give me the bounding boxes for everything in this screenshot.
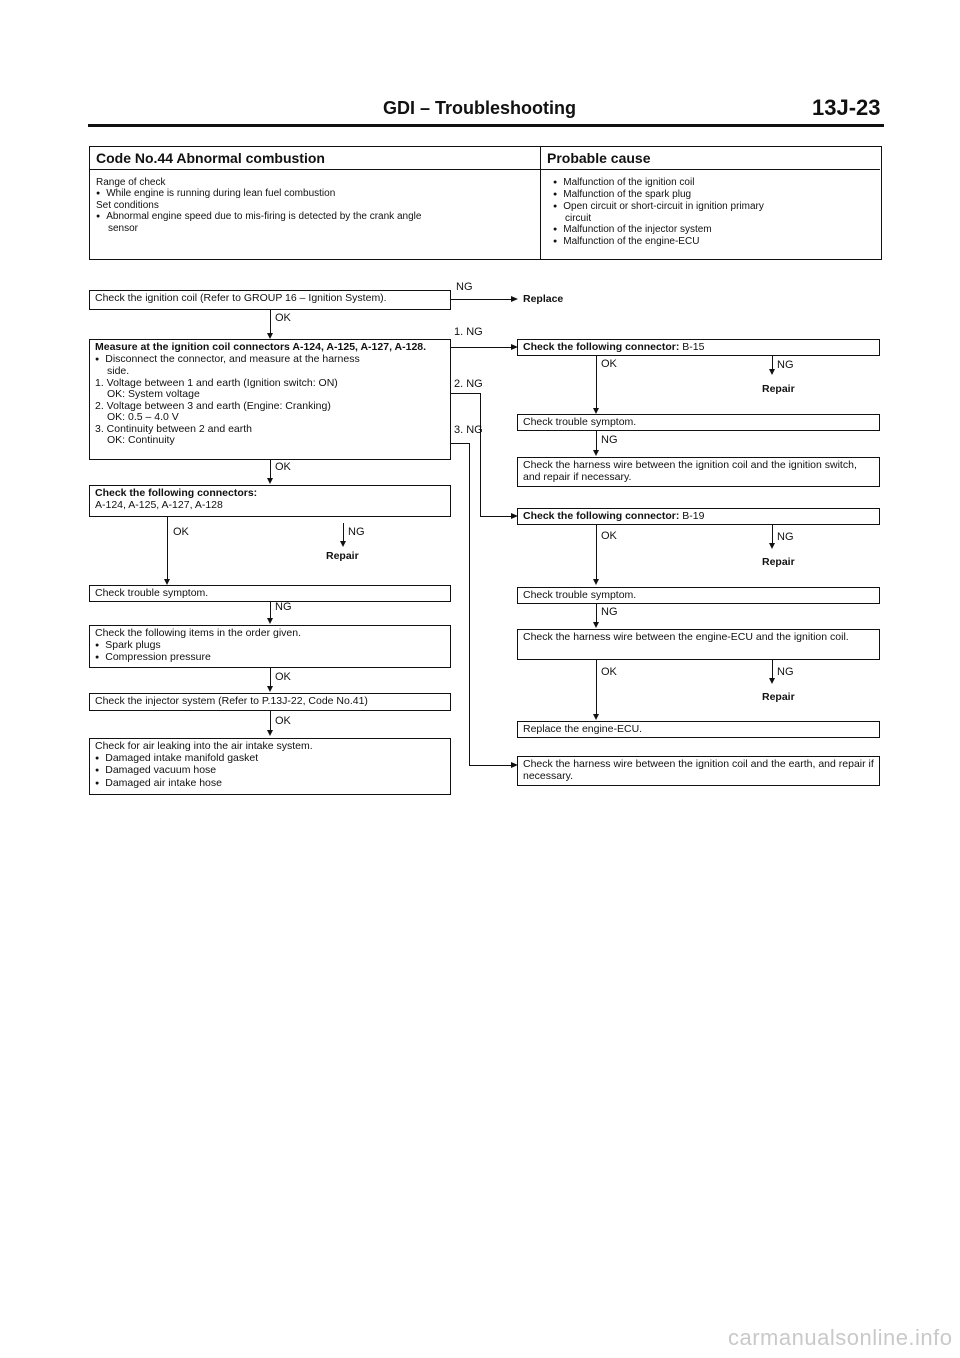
connector-line: [596, 431, 597, 452]
repair-label: Repair: [762, 383, 795, 395]
conn-b19-label: Check the following connector:: [523, 510, 680, 522]
conn-b15-value: B-15: [682, 341, 705, 353]
connector-line: [469, 765, 513, 766]
connector-line: [451, 299, 513, 300]
step-check-items: [89, 625, 451, 668]
arrow-down-icon: [593, 450, 599, 456]
arrow-down-icon: [267, 730, 273, 736]
arrow-down-icon: [267, 618, 273, 624]
arrow-down-icon: [769, 369, 775, 375]
connector-line: [270, 310, 271, 335]
cause-item: ● Open circuit or short-circuit in ignition primary: [553, 201, 873, 213]
connector-line: [343, 523, 344, 543]
range-item: ● While engine is running during lean fuel combustion: [96, 188, 536, 200]
measure-line: 1. Voltage between 1 and earth (Ignition switch: ON): [95, 376, 338, 389]
watermark: carmanualsonline.info: [728, 1325, 953, 1350]
measure-line: OK: Continuity: [107, 434, 175, 446]
connector-line: [596, 525, 597, 581]
measure-line: OK: 0.5 – 4.0 V: [107, 411, 179, 423]
conn-b19-value: B-19: [682, 510, 705, 522]
connector-line: [451, 393, 481, 394]
measure-line: side.: [107, 365, 130, 377]
measure-title: Measure at the ignition coil connectors A-124, A-125, A-127, A-128.: [95, 341, 427, 353]
connector-line: [596, 604, 597, 624]
table-divider-v: [540, 147, 541, 259]
cause-item-cont: circuit: [565, 213, 592, 224]
connector-line: [596, 356, 597, 411]
ng-label: NG: [777, 359, 794, 371]
arrow-right-icon: [511, 296, 518, 302]
connector-line: [270, 460, 271, 480]
code-title: Code No.44 Abnormal combustion: [96, 150, 325, 166]
ng-label: NG: [275, 601, 292, 613]
check-connectors-list: A-124, A-125, A-127, A-128: [95, 498, 223, 511]
connector-line: [480, 393, 481, 516]
step-harness-coil-earth: Check the harness wire between the ignition coil and the earth, and repair if necessary.: [517, 756, 880, 786]
arrow-down-icon: [267, 686, 273, 692]
ng1-label: 1. NG: [454, 326, 483, 338]
check-conditions: [96, 177, 536, 234]
measure-line: OK: System voltage: [107, 388, 200, 400]
step-check-trouble-symptom-b15: Check trouble symptom.: [517, 414, 880, 431]
replace-label: Replace: [523, 293, 564, 305]
range-label: Range of check: [96, 177, 166, 188]
arrow-down-icon: [340, 541, 346, 547]
step-harness-coil-switch: Check the harness wire between the ignition coil and the ignition switch, and repair if necessary.: [517, 457, 880, 487]
ok-label: OK: [275, 715, 291, 727]
step-check-connectors: [89, 485, 451, 517]
arrow-down-icon: [769, 678, 775, 684]
check-air-item: ● Damaged intake manifold gasket: [95, 753, 445, 766]
page-number: 13J-23: [812, 95, 881, 120]
connector-line: [270, 668, 271, 688]
step-replace-engine-ecu: Replace the engine-ECU.: [517, 721, 880, 738]
check-air-title: Check for air leaking into the air intake system.: [95, 740, 313, 752]
check-items-title: Check the following items in the order given.: [95, 627, 302, 639]
ok-label: OK: [173, 526, 189, 538]
step-check-trouble-symptom: Check trouble symptom.: [89, 585, 451, 602]
connector-line: [167, 517, 168, 581]
check-connectors-title: Check the following connectors:: [95, 487, 258, 499]
set-item: ● Abnormal engine speed due to mis-firing is detected by the crank angle: [96, 211, 536, 223]
ok-label: OK: [275, 671, 291, 683]
connector-line: [469, 443, 470, 765]
ng-label: NG: [601, 434, 618, 446]
code-table: [89, 146, 882, 260]
connector-line: [451, 443, 470, 444]
repair-label: Repair: [762, 691, 795, 703]
cause-item: ● Malfunction of the ignition coil: [553, 177, 873, 189]
ok-label: OK: [601, 666, 617, 678]
measure-line: 2. Voltage between 3 and earth (Engine: Cranking): [95, 399, 331, 412]
ok-label: OK: [275, 312, 291, 324]
cause-title: Probable cause: [547, 150, 651, 166]
arrow-down-icon: [769, 543, 775, 549]
step-check-air-leak: [89, 738, 451, 795]
repair-label: Repair: [762, 556, 795, 568]
ng3-label: 3. NG: [454, 424, 483, 436]
ng2-label: 2. NG: [454, 378, 483, 390]
check-air-item: ● Damaged air intake hose: [95, 778, 445, 791]
cause-item: ● Malfunction of the engine-ECU: [553, 236, 873, 248]
ok-label: OK: [601, 358, 617, 370]
table-divider-h: [90, 169, 880, 170]
connector-line: [451, 347, 513, 348]
page-title: GDI – Troubleshooting: [383, 98, 576, 118]
cause-item: ● Malfunction of the injector system: [553, 224, 873, 236]
set-label: Set conditions: [96, 200, 159, 211]
check-item: ● Spark plugs: [95, 640, 445, 653]
ng-label: NG: [348, 526, 365, 538]
ng-label: NG: [777, 531, 794, 543]
step-check-ignition-coil: Check the ignition coil (Refer to GROUP 16 – Ignition System).: [89, 290, 451, 310]
measure-line: 3. Continuity between 2 and earth: [95, 422, 253, 435]
repair-label: Repair: [326, 550, 359, 562]
ok-label: OK: [275, 461, 291, 473]
measure-line: ● Disconnect the connector, and measure at the harness: [95, 354, 445, 367]
step-measure-connectors: [89, 339, 451, 460]
connector-line: [772, 525, 773, 545]
step-check-trouble-symptom-b19: Check trouble symptom.: [517, 587, 880, 604]
ng-label: NG: [456, 281, 473, 293]
conn-b15-label: Check the following connector:: [523, 341, 680, 353]
step-check-injector: Check the injector system (Refer to P.13J-22, Code No.41): [89, 693, 451, 711]
connector-line: [772, 660, 773, 680]
ok-label: OK: [601, 530, 617, 542]
arrow-down-icon: [267, 478, 273, 484]
connector-line: [596, 660, 597, 716]
check-air-item: ● Damaged vacuum hose: [95, 765, 445, 778]
step-harness-ecu-coil: Check the harness wire between the engine-ECU and the ignition coil.: [517, 629, 880, 660]
connector-line: [480, 516, 513, 517]
set-item-cont: sensor: [108, 223, 139, 234]
check-item: ● Compression pressure: [95, 652, 445, 665]
arrow-down-icon: [593, 714, 599, 720]
ng-label: NG: [777, 666, 794, 678]
step-check-connector-b15: [517, 339, 880, 356]
cause-item: ● Malfunction of the spark plug: [553, 189, 873, 201]
probable-causes: [553, 177, 873, 248]
arrow-down-icon: [593, 579, 599, 585]
step-check-connector-b19: [517, 508, 880, 525]
arrow-down-icon: [593, 622, 599, 628]
header-rule: [88, 124, 884, 127]
ng-label: NG: [601, 606, 618, 618]
connector-line: [270, 711, 271, 732]
